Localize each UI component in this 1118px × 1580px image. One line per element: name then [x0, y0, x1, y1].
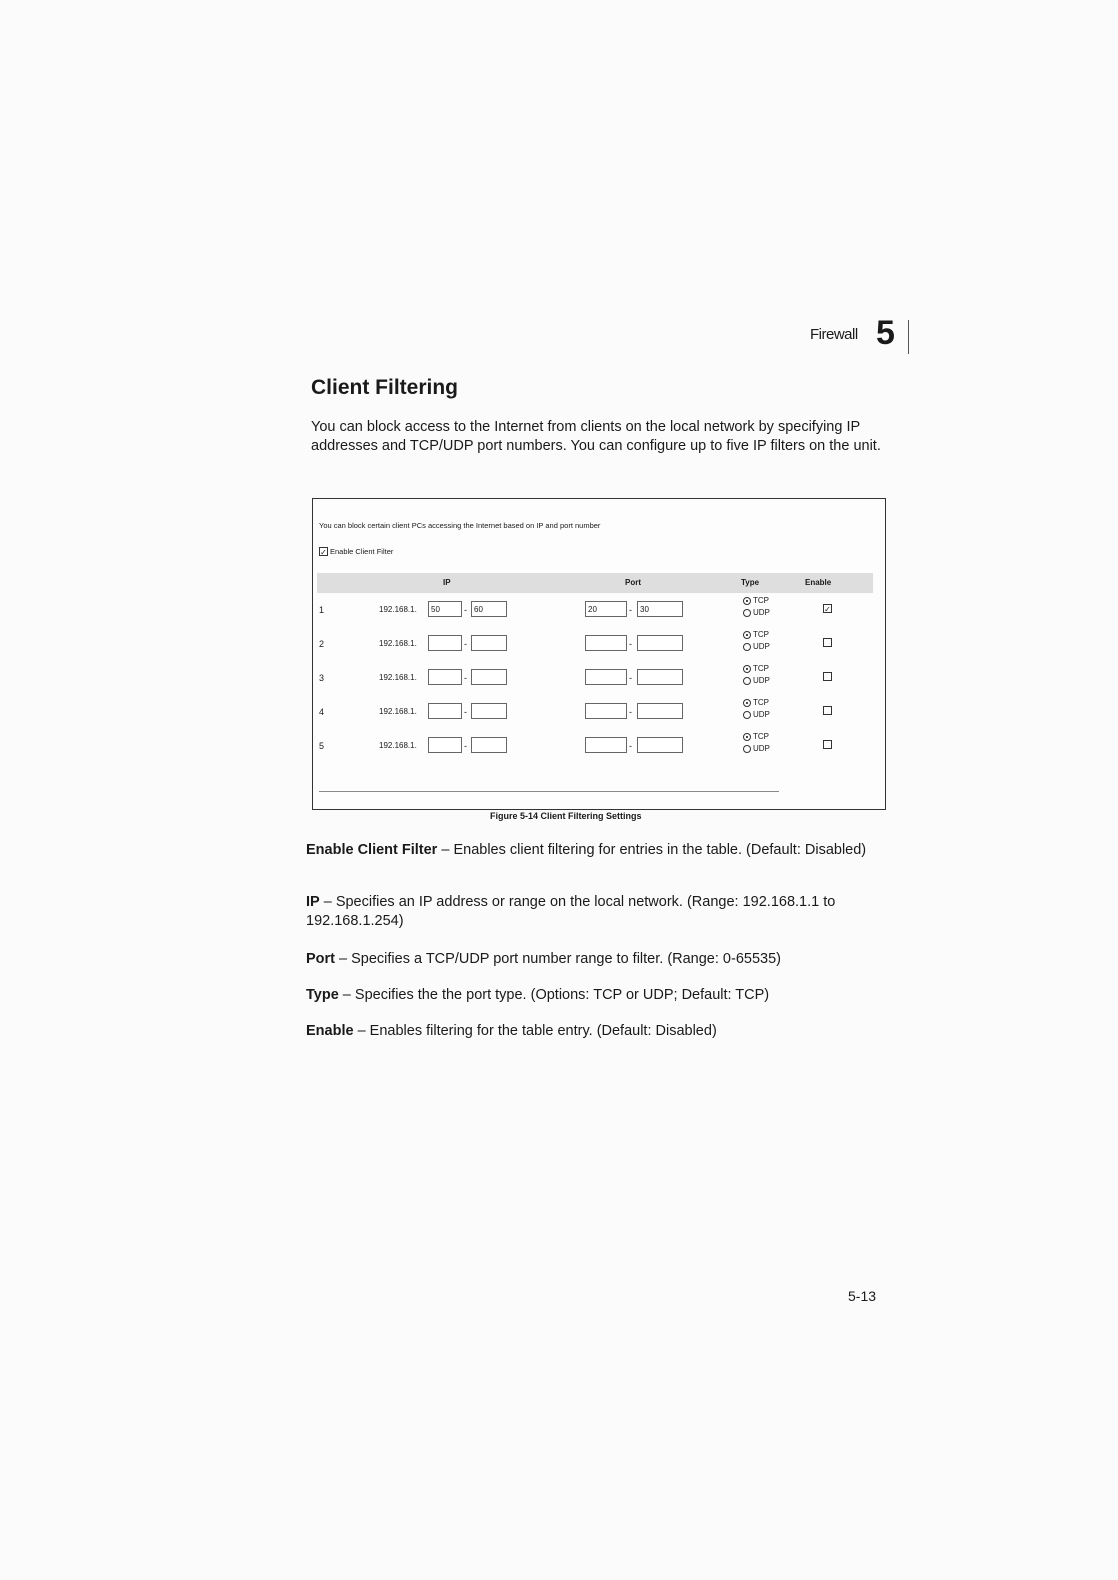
type-option-label: UDP — [753, 608, 770, 617]
type-option-label: TCP — [753, 698, 769, 707]
ip-prefix: 192.168.1. — [379, 639, 417, 648]
ip-prefix: 192.168.1. — [379, 673, 417, 682]
type-radio-group — [743, 663, 770, 687]
enable-client-filter-label: Enable Client Filter — [330, 547, 394, 556]
filter-row-5 — [313, 729, 885, 763]
type-option-label: UDP — [753, 710, 770, 719]
ip-range-separator: - — [464, 673, 467, 683]
ip-range-separator: - — [464, 639, 467, 649]
radio-tcp[interactable] — [743, 597, 751, 605]
radio-udp[interactable] — [743, 643, 751, 651]
field-term: Type — [306, 987, 339, 1003]
row-number: 3 — [319, 673, 325, 683]
type-option-label: TCP — [753, 630, 769, 639]
type-option-label: TCP — [753, 732, 769, 741]
type-option-udp[interactable] — [743, 641, 770, 653]
figure-lead-text: You can block certain client PCs accessing the Internet based on IP and port number — [319, 521, 601, 530]
ip-start-input[interactable] — [428, 703, 462, 719]
field-description — [306, 841, 886, 860]
ip-start-input[interactable] — [428, 669, 462, 685]
type-radio-group — [743, 697, 770, 721]
ip-start-input[interactable]: 50 — [428, 601, 462, 617]
filter-row-2 — [313, 627, 885, 661]
field-term: Enable Client Filter — [306, 842, 438, 858]
type-radio-group — [743, 731, 770, 755]
row-number: 4 — [319, 707, 325, 717]
port-range-separator: - — [629, 741, 632, 751]
header-rule — [908, 320, 909, 354]
ip-prefix: 192.168.1. — [379, 741, 417, 750]
ip-range-separator: - — [464, 741, 467, 751]
type-radio-group — [743, 629, 770, 653]
filter-row-3 — [313, 661, 885, 695]
radio-udp[interactable] — [743, 745, 751, 753]
type-option-udp[interactable] — [743, 675, 770, 687]
type-option-tcp[interactable] — [743, 731, 770, 743]
port-end-input[interactable] — [637, 703, 683, 719]
enable-client-filter-row[interactable] — [319, 547, 393, 556]
chapter-number: 5 — [876, 314, 895, 352]
port-start-input[interactable]: 20 — [585, 601, 627, 617]
port-start-input[interactable] — [585, 737, 627, 753]
field-explanation: – Enables filtering for the table entry. (Default: Disabled) — [353, 1023, 717, 1039]
field-description — [306, 986, 886, 1005]
row-enable-checkbox[interactable] — [823, 672, 832, 681]
type-option-label: TCP — [753, 596, 769, 605]
ip-end-input[interactable] — [471, 703, 507, 719]
port-range-separator: - — [629, 707, 632, 717]
radio-udp[interactable] — [743, 677, 751, 685]
radio-udp[interactable] — [743, 711, 751, 719]
column-header-enable: Enable — [805, 578, 832, 587]
ip-end-input[interactable] — [471, 635, 507, 651]
radio-udp[interactable] — [743, 609, 751, 617]
ip-start-input[interactable] — [428, 737, 462, 753]
field-term: Enable — [306, 1023, 354, 1039]
filter-row-4 — [313, 695, 885, 729]
type-option-tcp[interactable] — [743, 663, 770, 675]
port-range-separator: - — [629, 673, 632, 683]
field-term: Port — [306, 951, 335, 967]
field-description — [306, 950, 886, 969]
ip-range-separator: - — [464, 605, 467, 615]
type-option-label: TCP — [753, 664, 769, 673]
radio-tcp[interactable] — [743, 733, 751, 741]
ip-start-input[interactable] — [428, 635, 462, 651]
row-number: 2 — [319, 639, 325, 649]
port-start-input[interactable] — [585, 635, 627, 651]
port-start-input[interactable] — [585, 669, 627, 685]
field-description — [306, 893, 886, 931]
enable-client-filter-checkbox[interactable]: ✓ — [320, 548, 327, 557]
field-explanation: – Specifies the the port type. (Options: TCP or UDP; Default: TCP) — [338, 987, 770, 1003]
filter-row-1 — [313, 593, 885, 627]
client-filter-figure — [312, 498, 886, 810]
type-option-tcp[interactable] — [743, 629, 770, 641]
port-end-input[interactable] — [637, 635, 683, 651]
port-end-input[interactable] — [637, 669, 683, 685]
row-number: 5 — [319, 741, 325, 751]
row-enable-checkbox[interactable]: ✓ — [824, 605, 831, 614]
ip-range-separator: - — [464, 707, 467, 717]
ip-end-input[interactable]: 60 — [471, 601, 507, 617]
port-range-separator: - — [629, 639, 632, 649]
column-header-type: Type — [741, 578, 760, 587]
type-radio-group — [743, 595, 770, 619]
row-enable-checkbox[interactable] — [823, 706, 832, 715]
field-explanation: – Specifies an IP address or range on the local network. (Range: 192.168.1.1 to 192.168.1.254) — [306, 894, 836, 929]
port-end-input[interactable]: 30 — [637, 601, 683, 617]
field-description — [306, 1022, 886, 1041]
ip-end-input[interactable] — [471, 669, 507, 685]
type-option-tcp[interactable] — [743, 697, 770, 709]
type-option-udp[interactable] — [743, 607, 770, 619]
row-enable-checkbox[interactable] — [823, 638, 832, 647]
port-start-input[interactable] — [585, 703, 627, 719]
figure-bottom-rule — [319, 791, 779, 792]
section-name: Firewall — [810, 326, 858, 343]
type-option-label: UDP — [753, 676, 770, 685]
type-option-udp[interactable] — [743, 743, 770, 755]
radio-tcp[interactable] — [743, 699, 751, 707]
field-explanation: – Enables client filtering for entries in the table. (Default: Disabled) — [437, 842, 867, 858]
type-option-label: UDP — [753, 642, 770, 651]
intro-paragraph: You can block access to the Internet from clients on the local network by specifying IP addresses and TCP/UDP port numbers. You can configure up to five IP filters on the unit. — [311, 419, 881, 454]
field-explanation: – Specifies a TCP/UDP port number range to filter. (Range: 0-65535) — [335, 951, 781, 967]
ip-prefix: 192.168.1. — [379, 707, 417, 716]
type-option-label: UDP — [753, 744, 770, 753]
field-term: IP — [306, 894, 320, 910]
page-number: 5-13 — [848, 1288, 877, 1304]
column-header-ip: IP — [443, 578, 451, 587]
radio-tcp[interactable] — [743, 665, 751, 673]
ip-prefix: 192.168.1. — [379, 605, 417, 614]
type-option-tcp[interactable] — [743, 595, 770, 607]
row-enable-checkbox[interactable] — [823, 740, 832, 749]
port-range-separator: - — [629, 605, 632, 615]
row-number: 1 — [319, 605, 325, 615]
ip-end-input[interactable] — [471, 737, 507, 753]
table-header — [317, 573, 873, 593]
page-title: Client Filtering — [311, 376, 458, 399]
column-header-port: Port — [625, 578, 641, 587]
figure-caption: Figure 5-14 Client Filtering Settings — [490, 811, 642, 821]
port-end-input[interactable] — [637, 737, 683, 753]
radio-tcp[interactable] — [743, 631, 751, 639]
type-option-udp[interactable] — [743, 709, 770, 721]
